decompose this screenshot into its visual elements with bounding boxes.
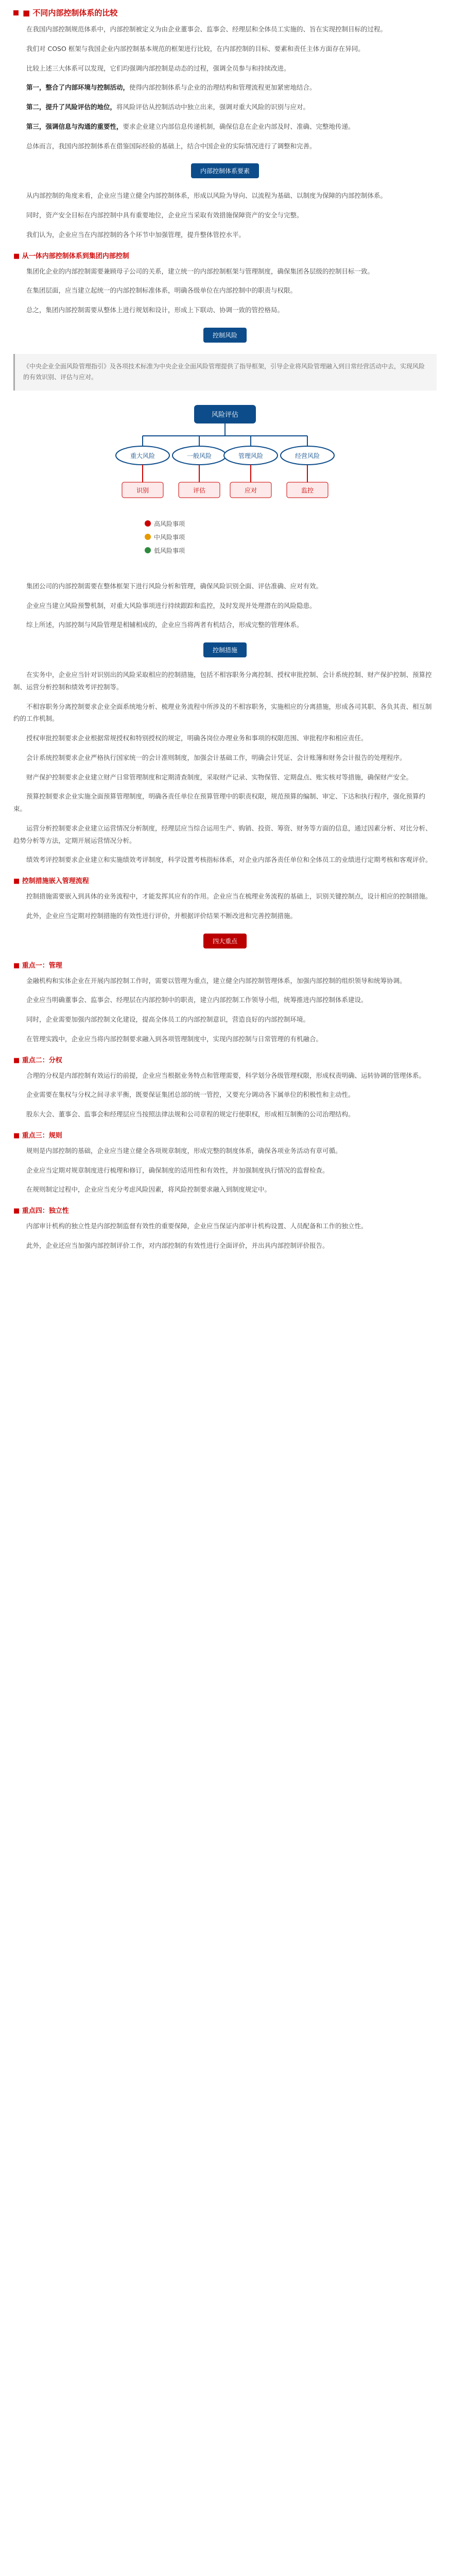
diagram-node-label: 重大风险 (130, 452, 155, 460)
section-banner (13, 163, 437, 178)
paragraph: 此外，企业应当定期对控制措施的有效性进行评价，并根据评价结果不断改进和完善控制措施。 (26, 911, 297, 920)
paragraph: 合理的分权是内部控制有效运行的前提，企业应当根据业务特点和管理需要，科学划分各级管理权限，形成权责明确、运转协调的管理体系。 (26, 1071, 426, 1079)
diagram-step-label: 监控 (301, 486, 314, 494)
legend-medium-icon (145, 534, 151, 540)
section-banner (13, 642, 437, 657)
paragraph: 企业需要在集权与分权之间寻求平衡，既要保证集团总部的统一管控，又要充分调动各下属单位的积极性和主动性。 (26, 1091, 355, 1099)
risk-diagram (86, 400, 364, 570)
paragraph (13, 121, 437, 133)
paragraph: 在集团层面，应当建立起统一的内部控制标准体系，明确各级单位在内部控制中的职责与权限。 (26, 286, 297, 295)
subheading: ■ 重点二：分权 (13, 1056, 62, 1064)
paragraph: 从内部控制的角度来看，企业应当建立健全内部控制体系，形成以风险为导向、以流程为基础、以制度为保障的内部控制体系。 (26, 192, 387, 200)
paragraph: 在实务中，企业应当针对识别出的风险采取相应的控制措施，包括不相容职务分离控制、授权审批控制、会计系统控制、财产保护控制、预算控制、运营分析控制和绩效考评控制等。 (13, 671, 432, 691)
subheading: ■ 控制措施嵌入管理流程 (13, 877, 89, 886)
subheading: ■ 重点三：规则 (13, 1131, 62, 1140)
paragraph: 企业应当明确董事会、监事会、经理层在内部控制中的职责，建立内部控制工作领导小组，统筹推进内部控制体系建设。 (26, 996, 368, 1004)
paragraph: 此外，企业还应当加强内部控制评价工作，对内部控制的有效性进行全面评价，并出具内部控制评价报告。 (26, 1241, 329, 1249)
section-marker-icon (13, 10, 19, 15)
paragraph: 股东大会、董事会、监事会和经理层应当按照法律法规和公司章程的规定行使职权，形成相互制衡的公司治理结构。 (26, 1110, 355, 1118)
section-banner-label: 控制风险 (203, 328, 247, 343)
paragraph: 金融机构和实体企业在开展内部控制工作时，需要以管理为重点，建立健全内部控制管理体系，加强内部控制的组织领导和统筹协调。 (26, 976, 406, 985)
diagram-node-label: 一般风险 (186, 452, 212, 460)
section-banner-label: 内部控制体系要素 (191, 163, 259, 178)
legend-high-icon (145, 520, 151, 527)
risk-diagram-svg (86, 400, 364, 570)
subheading: ■ 从一体内部控制体系到集团内部控制 (13, 252, 129, 260)
paragraph: 集团化企业的内部控制需要兼顾母子公司的关系，建立统一的内部控制框架与管理制度，确保集团各层级的控制目标一致。 (26, 267, 374, 275)
paragraph: 企业应当建立风险预警机制，对重大风险事项进行持续跟踪和监控，及时发现并处理潜在的风险隐患。 (26, 601, 316, 609)
paragraph: 控制措施需要嵌入到具体的业务流程中，才能发挥其应有的作用。企业应当在梳理业务流程的基础上，识别关键控制点，设计相应的控制措施。 (26, 892, 432, 901)
paragraph: 会计系统控制要求企业严格执行国家统一的会计准则制度，加强会计基础工作，明确会计凭证、会计账簿和财务会计报告的处理程序。 (26, 753, 406, 761)
diagram-step-label: 评估 (193, 486, 206, 494)
paragraph: 不相容职务分离控制要求企业全面系统地分析、梳理业务流程中所涉及的不相容职务，实施相应的分离措施，形成各司其职、各负其责、相互制约的工作机制。 (13, 702, 432, 723)
paragraph: 我们认为，企业应当在内部控制的各个环节中加强管理，提升整体管控水平。 (26, 230, 246, 239)
section-banner-label: 四大重点 (203, 934, 247, 948)
paragraph: 总之，集团内部控制需要从整体上进行规划和设计，形成上下联动、协调一致的管控格局。 (26, 306, 284, 314)
diagram-node-label: 管理风险 (238, 452, 264, 460)
paragraph: 预算控制要求企业实施全面预算管理制度，明确各责任单位在预算管理中的职责权限，规范预算的编制、审定、下达和执行程序，强化预算约束。 (13, 792, 426, 813)
diagram-node-label: 经营风险 (295, 452, 320, 460)
bold-lead: 第二，提升了风险评估的地位， (26, 103, 117, 111)
section-title: ■ 不同内部控制体系的比较 (23, 8, 118, 18)
subheading: ■ 重点四：独立性 (13, 1207, 69, 1215)
paragraph: 运营分析控制要求企业建立运营情况分析制度，经理层应当综合运用生产、购销、投资、筹资、财务等方面的信息，通过因素分析、对比分析、趋势分析等方法，定期开展运营情况分析。 (13, 824, 432, 844)
section-banner (13, 328, 437, 343)
bold-lead: 第三，强调信息与沟通的重要性， (26, 122, 123, 130)
paragraph: 同时，企业需要加强内部控制文化建设，提高全体员工的内部控制意识，营造良好的内部控制环境。 (26, 1015, 310, 1024)
paragraph: 比较上述三大体系可以发现，它们均强调内部控制是动态的过程，强调全员参与和持续改进。 (26, 64, 290, 72)
section-title-row (13, 7, 437, 18)
paragraph: 集团公司的内部控制需要在整体框架下进行风险分析和管理，确保风险识别全面、评估准确、应对有效。 (26, 582, 323, 590)
legend-label: 低风险事项 (154, 547, 185, 554)
section-banner (13, 934, 437, 948)
paragraph (13, 81, 437, 94)
section-banner-label: 控制措施 (203, 642, 247, 657)
legend-low-icon (145, 547, 151, 553)
legend-label: 中风险事项 (154, 533, 185, 541)
subheading: ■ 重点一：管理 (13, 961, 62, 970)
paragraph: 总体而言，我国内部控制体系在借鉴国际经验的基础上，结合中国企业的实际情况进行了调整和完善。 (26, 142, 316, 150)
paragraph: 财产保护控制要求企业建立财产日常管理制度和定期清查制度，采取财产记录、实物保管、定期盘点、账实核对等措施，确保财产安全。 (26, 773, 413, 781)
bold-lead: 第一，整合了内部环境与控制活动， (26, 83, 130, 92)
paragraph-text: 将风险评估从控制活动中独立出来，强调对重大风险的识别与应对。 (116, 103, 310, 111)
paragraph: 同时，资产安全目标在内部控制中具有重要地位，企业应当采取有效措施保障资产的安全与完整。 (26, 211, 303, 219)
paragraph-text: 使得内部控制体系与企业的治理结构和管理流程更加紧密地结合。 (129, 83, 316, 92)
diagram-step-label: 识别 (136, 486, 149, 494)
paragraph: 规则是内部控制的基础，企业应当建立健全各项规章制度，形成完整的制度体系，确保各项业务活动有章可循。 (26, 1146, 342, 1155)
paragraph-text: 要求企业建立内部信息传递机制，确保信息在企业内部及时、准确、完整地传递。 (123, 122, 355, 130)
paragraph (13, 101, 437, 113)
diagram-step-label: 应对 (244, 486, 257, 494)
paragraph: 综上所述，内部控制与风险管理是相辅相成的，企业应当将两者有机结合，形成完整的管理体系。 (26, 621, 303, 629)
paragraph: 在管理实践中，企业应当将内部控制要求融入到各项管理制度中，实现内部控制与日常管理的有机融合。 (26, 1035, 323, 1043)
legend-label: 高风险事项 (154, 520, 185, 528)
paragraph: 在规则制定过程中，企业应当充分考虑风险因素，将风险控制要求融入到制度规定中。 (26, 1185, 271, 1194)
paragraph: 授权审批控制要求企业根据常规授权和特别授权的规定，明确各岗位办理业务和事项的权限范围、审批程序和相应责任。 (26, 734, 368, 742)
paragraph: 我们对 COSO 框架与我国企业内部控制基本规范的框架进行比较，在内部控制的目标、要素和责任主体方面存在异同。 (26, 44, 365, 53)
paragraph: 内部审计机构的独立性是内部控制监督有效性的重要保障，企业应当保证内部审计机构设置、人员配备和工作的独立性。 (26, 1222, 368, 1230)
paragraph: 绩效考评控制要求企业建立和实施绩效考评制度，科学设置考核指标体系，对企业内部各责任单位和全体员工的业绩进行定期考核和客观评价。 (26, 856, 432, 864)
diagram-top-label: 风险评估 (211, 411, 239, 419)
paragraph: 在我国内部控制规范体系中，内部控制被定义为由企业董事会、监事会、经理层和全体员工实施的、旨在实现控制目标的过程。 (26, 25, 387, 33)
quote-block: 《中央企业全面风险管理指引》及各项技术标准为中央企业全面风险管理提供了指导框架，引导企业将风险管理融入到日常经营活动中去，实现风险的有效识别、评估与应对。 (13, 354, 437, 391)
paragraph: 企业应当定期对规章制度进行梳理和修订，确保制度的适用性和有效性，并加强制度执行情况的监督检查。 (26, 1166, 329, 1174)
